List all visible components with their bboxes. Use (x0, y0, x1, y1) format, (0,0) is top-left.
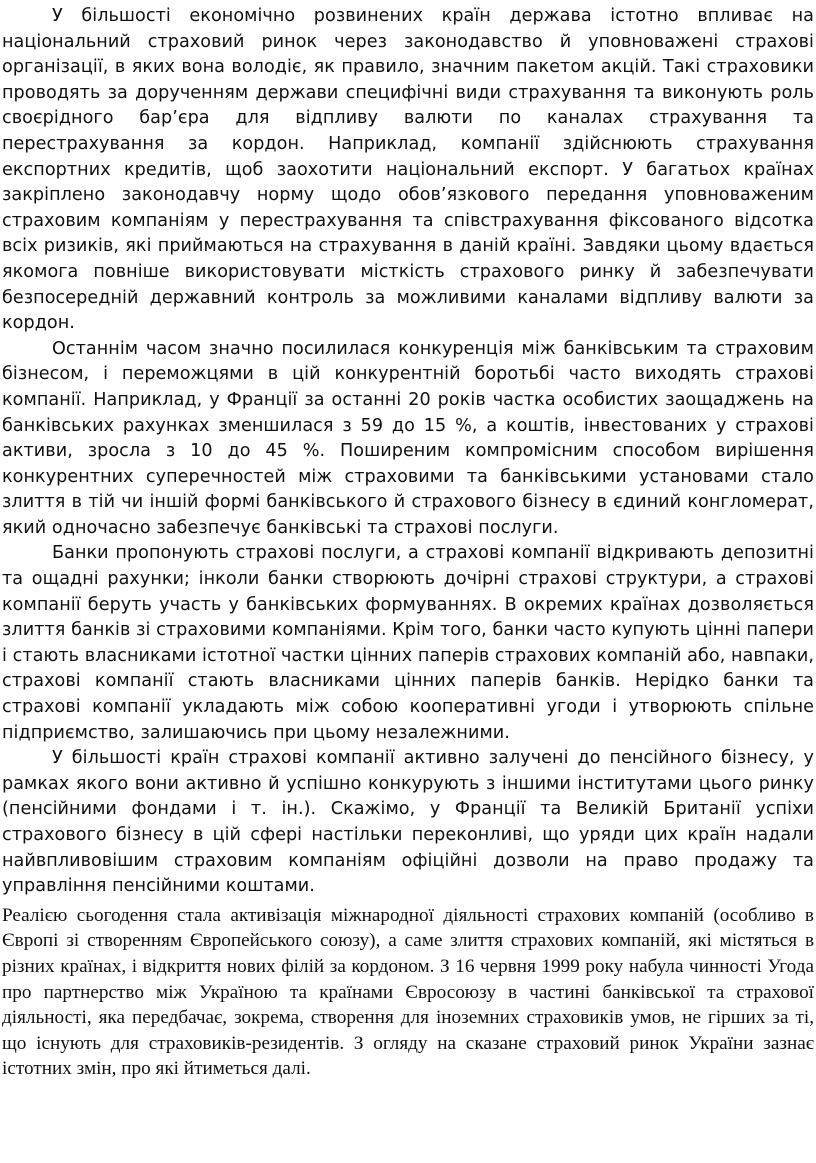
paragraph-pension-business: У більшості країн страхові компанії активно залучені до пенсійного бізнесу, у рамках якого вони активно й успішно конкурують з іншими інститутами цього ринку (пенсійними фондами і т. ін.). Скажімо, у Франції та Великій Британії успіхи страхового бізнесу в цій сфері настільки переконливі, що уряди цих країн надали найвпливовішим страховим компаніям офіційні дозволи на право продажу та управління пенсійними коштами. (2, 748, 814, 897)
paragraph-state-influence: У більшості економічно розвинених країн держава істотно впливає на національний страховий ринок через законодавство й уповноважені страхові організації, в яких вона володіє, як правило, значним пакетом акцій. Такі страховики проводять за дорученням держави специфічні види страхування та виконують роль своєрідного бар’єра для відпливу валюти по каналах страхування та перестрахування за кордон. Наприклад, компанії здійснюють страхування експортних кредитів, щоб заохотити національний експорт. У багатьох країнах закріплено законодавчу норму щодо обов’язкового передання уповноваженим страховим компаніям у перестрахування та співстрахування фіксованого відсотка всіх ризиків, які приймаються на страхування в даній країні. Завдяки цьому вдається якомога повніше використовувати місткість страхового ринку й забезпечувати безпосередній державний контроль за можливими каналами відпливу валюти за кордон. (2, 6, 814, 334)
paragraph-international-activity: Реалією сьогодення стала активізація міжнародної діяльності страхових компаній (особливо в Європі зі створенням Європейського союзу), а саме злиття страхових компаній, які містяться в різних країнах, і відкриття нових філій за кордоном. З 16 червня 1999 року набула чинності Угода про партнерство між Україною та країнами Євросоюзу в частині банківської та страхової діяльності, яка передбачає, зокрема, створення для іноземних страховиків умов, не гірших за ті, що існують для страховиків-резидентів. З огляду на сказане страховий ринок України зазнає істотних змін, про які йтиметься далі. (2, 904, 814, 1080)
paragraph-bank-insurance-competition: Останнім часом значно посилилася конкуренція між банківським та страховим бізнесом, і переможцями в цій конкурентній боротьбі часто виходять страхові компанії. Наприклад, у Франції за останні 20 років частка особистих заощаджень на банківських рахунках зменшилася з 59 до 15 %, а коштів, інвестованих у страхові активи, зросла з 10 до 45 %. Поширеним компромісним способом вирішення конкурентних суперечностей між страховими та банківськими установами стало злиття в тій чи іншій формі банківського й страхового бізнесу в єдиний конгломерат, який одночасно забезпечує банківські та страхові послуги. (2, 338, 814, 538)
paragraph-bancassurance: Банки пропонують страхові послуги, а страхові компанії відкривають депозитні та ощадні рахунки; інколи банки створюють дочірні страхові структури, а страхові компанії беруть участь у банківських формуваннях. В окремих країнах дозволяється злиття банків зі страховими компаніями. Крім того, банки часто купують цінні папери і стають власниками істотної частки цінних паперів страхових компаній або, навпаки, страхові компанії стають власниками цінних паперів банків. Нерідко банки та страхові компанії укладають між собою кооперативні угоди і утворюють спільне підприємство, залишаючись при цьому незалежними. (2, 543, 814, 743)
